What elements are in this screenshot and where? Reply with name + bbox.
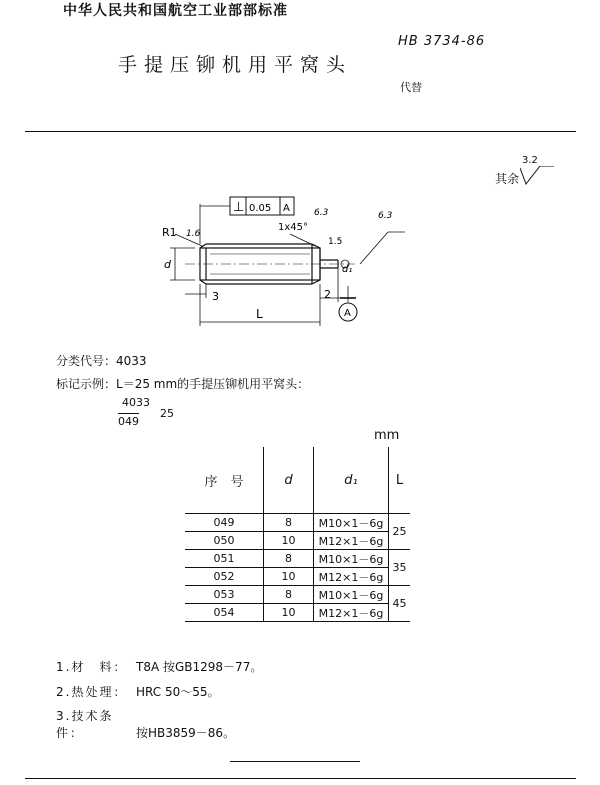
- d1-label: d₁: [342, 264, 353, 275]
- tolerance-value: 0.05: [249, 203, 272, 214]
- row-d1: M12×1－6g: [314, 604, 389, 622]
- datum-A-label: A: [344, 308, 351, 319]
- roughness-b: 6.3: [314, 208, 329, 218]
- row-d: 10: [264, 568, 314, 586]
- row-no: 051: [185, 550, 264, 568]
- col-d1: d₁: [314, 447, 389, 514]
- row-no: 052: [185, 568, 264, 586]
- row-L: 25: [389, 514, 411, 550]
- row-d1: M10×1－6g: [314, 550, 389, 568]
- table-row: [185, 550, 410, 568]
- roughness-a: 1.6: [186, 229, 201, 239]
- classification-code: 4033: [116, 354, 147, 368]
- row-d: 8: [264, 586, 314, 604]
- dim-2: 2: [324, 288, 331, 301]
- note-value: HRC 50～55。: [136, 685, 220, 699]
- datum-label: A: [283, 203, 290, 214]
- row-no: 049: [185, 514, 264, 532]
- dim-L: L: [256, 307, 263, 321]
- note-value: T8A 按GB1298－77。: [136, 660, 263, 674]
- row-d1: M10×1－6g: [314, 514, 389, 532]
- roughness-rest-label: 其余: [495, 172, 520, 186]
- d-label: d: [164, 258, 171, 271]
- marking-denominator: 049: [118, 415, 139, 428]
- col-no: 序 号: [185, 447, 264, 514]
- row-no: 053: [185, 586, 264, 604]
- roughness-rest-value: 3.2: [522, 155, 538, 166]
- classification: [56, 352, 147, 369]
- table-row: [185, 532, 410, 550]
- note-heat-treatment: [56, 683, 220, 700]
- marking-length: 25: [160, 407, 174, 420]
- table-row: [185, 568, 410, 586]
- part-drawing: [150, 190, 410, 335]
- note-label: 3.技术条件：: [56, 709, 114, 740]
- col-d: d: [264, 447, 314, 514]
- table-row: [185, 586, 410, 604]
- replaces-label: 代替: [400, 81, 422, 94]
- marking-numerator: 4033: [122, 396, 150, 409]
- row-d1: M12×1－6g: [314, 568, 389, 586]
- marking-text: L＝25 mm的手提压铆机用平窝头：: [116, 377, 310, 391]
- note-technical-conditions: [56, 707, 235, 741]
- row-d: 10: [264, 532, 314, 550]
- note-label: 2.热处理：: [56, 685, 128, 699]
- row-no: 050: [185, 532, 264, 550]
- table-row: [185, 604, 410, 622]
- footer-rule: [25, 778, 576, 779]
- note-value: 按HB3859－86。: [136, 726, 236, 740]
- header-rule: [25, 131, 576, 132]
- row-d: 10: [264, 604, 314, 622]
- roughness-c: 6.3: [378, 211, 393, 221]
- flatness-symbol: ⊥: [233, 200, 245, 215]
- page-title: 手提压铆机用平窝头: [118, 54, 353, 76]
- col-L: L: [389, 447, 411, 514]
- footer-divider: [230, 761, 360, 762]
- marking-example: [56, 375, 309, 392]
- row-d: 8: [264, 550, 314, 568]
- organization: 中华人民共和国航空工业部部标准: [63, 3, 288, 19]
- note-label: 1.材 料：: [56, 660, 128, 674]
- row-L: 45: [389, 586, 411, 622]
- row-d: 8: [264, 514, 314, 532]
- table-row: [185, 514, 410, 532]
- row-d1: M12×1－6g: [314, 532, 389, 550]
- dim-3: 3: [212, 290, 219, 303]
- classification-label: 分类代号：: [56, 354, 117, 368]
- note-material: [56, 658, 262, 675]
- table-unit: mm: [374, 428, 400, 443]
- chamfer-label: 1x45°: [278, 222, 309, 233]
- standard-number: HB 3734-86: [398, 34, 486, 49]
- marking-label: 标记示例：: [56, 377, 117, 391]
- dim-1-5: 1.5: [328, 237, 343, 247]
- row-d1: M10×1－6g: [314, 586, 389, 604]
- roughness-symbol-icon: [520, 166, 556, 188]
- radius-label: R1: [162, 226, 177, 239]
- row-L: 35: [389, 550, 411, 586]
- spec-table: [185, 447, 410, 622]
- row-no: 054: [185, 604, 264, 622]
